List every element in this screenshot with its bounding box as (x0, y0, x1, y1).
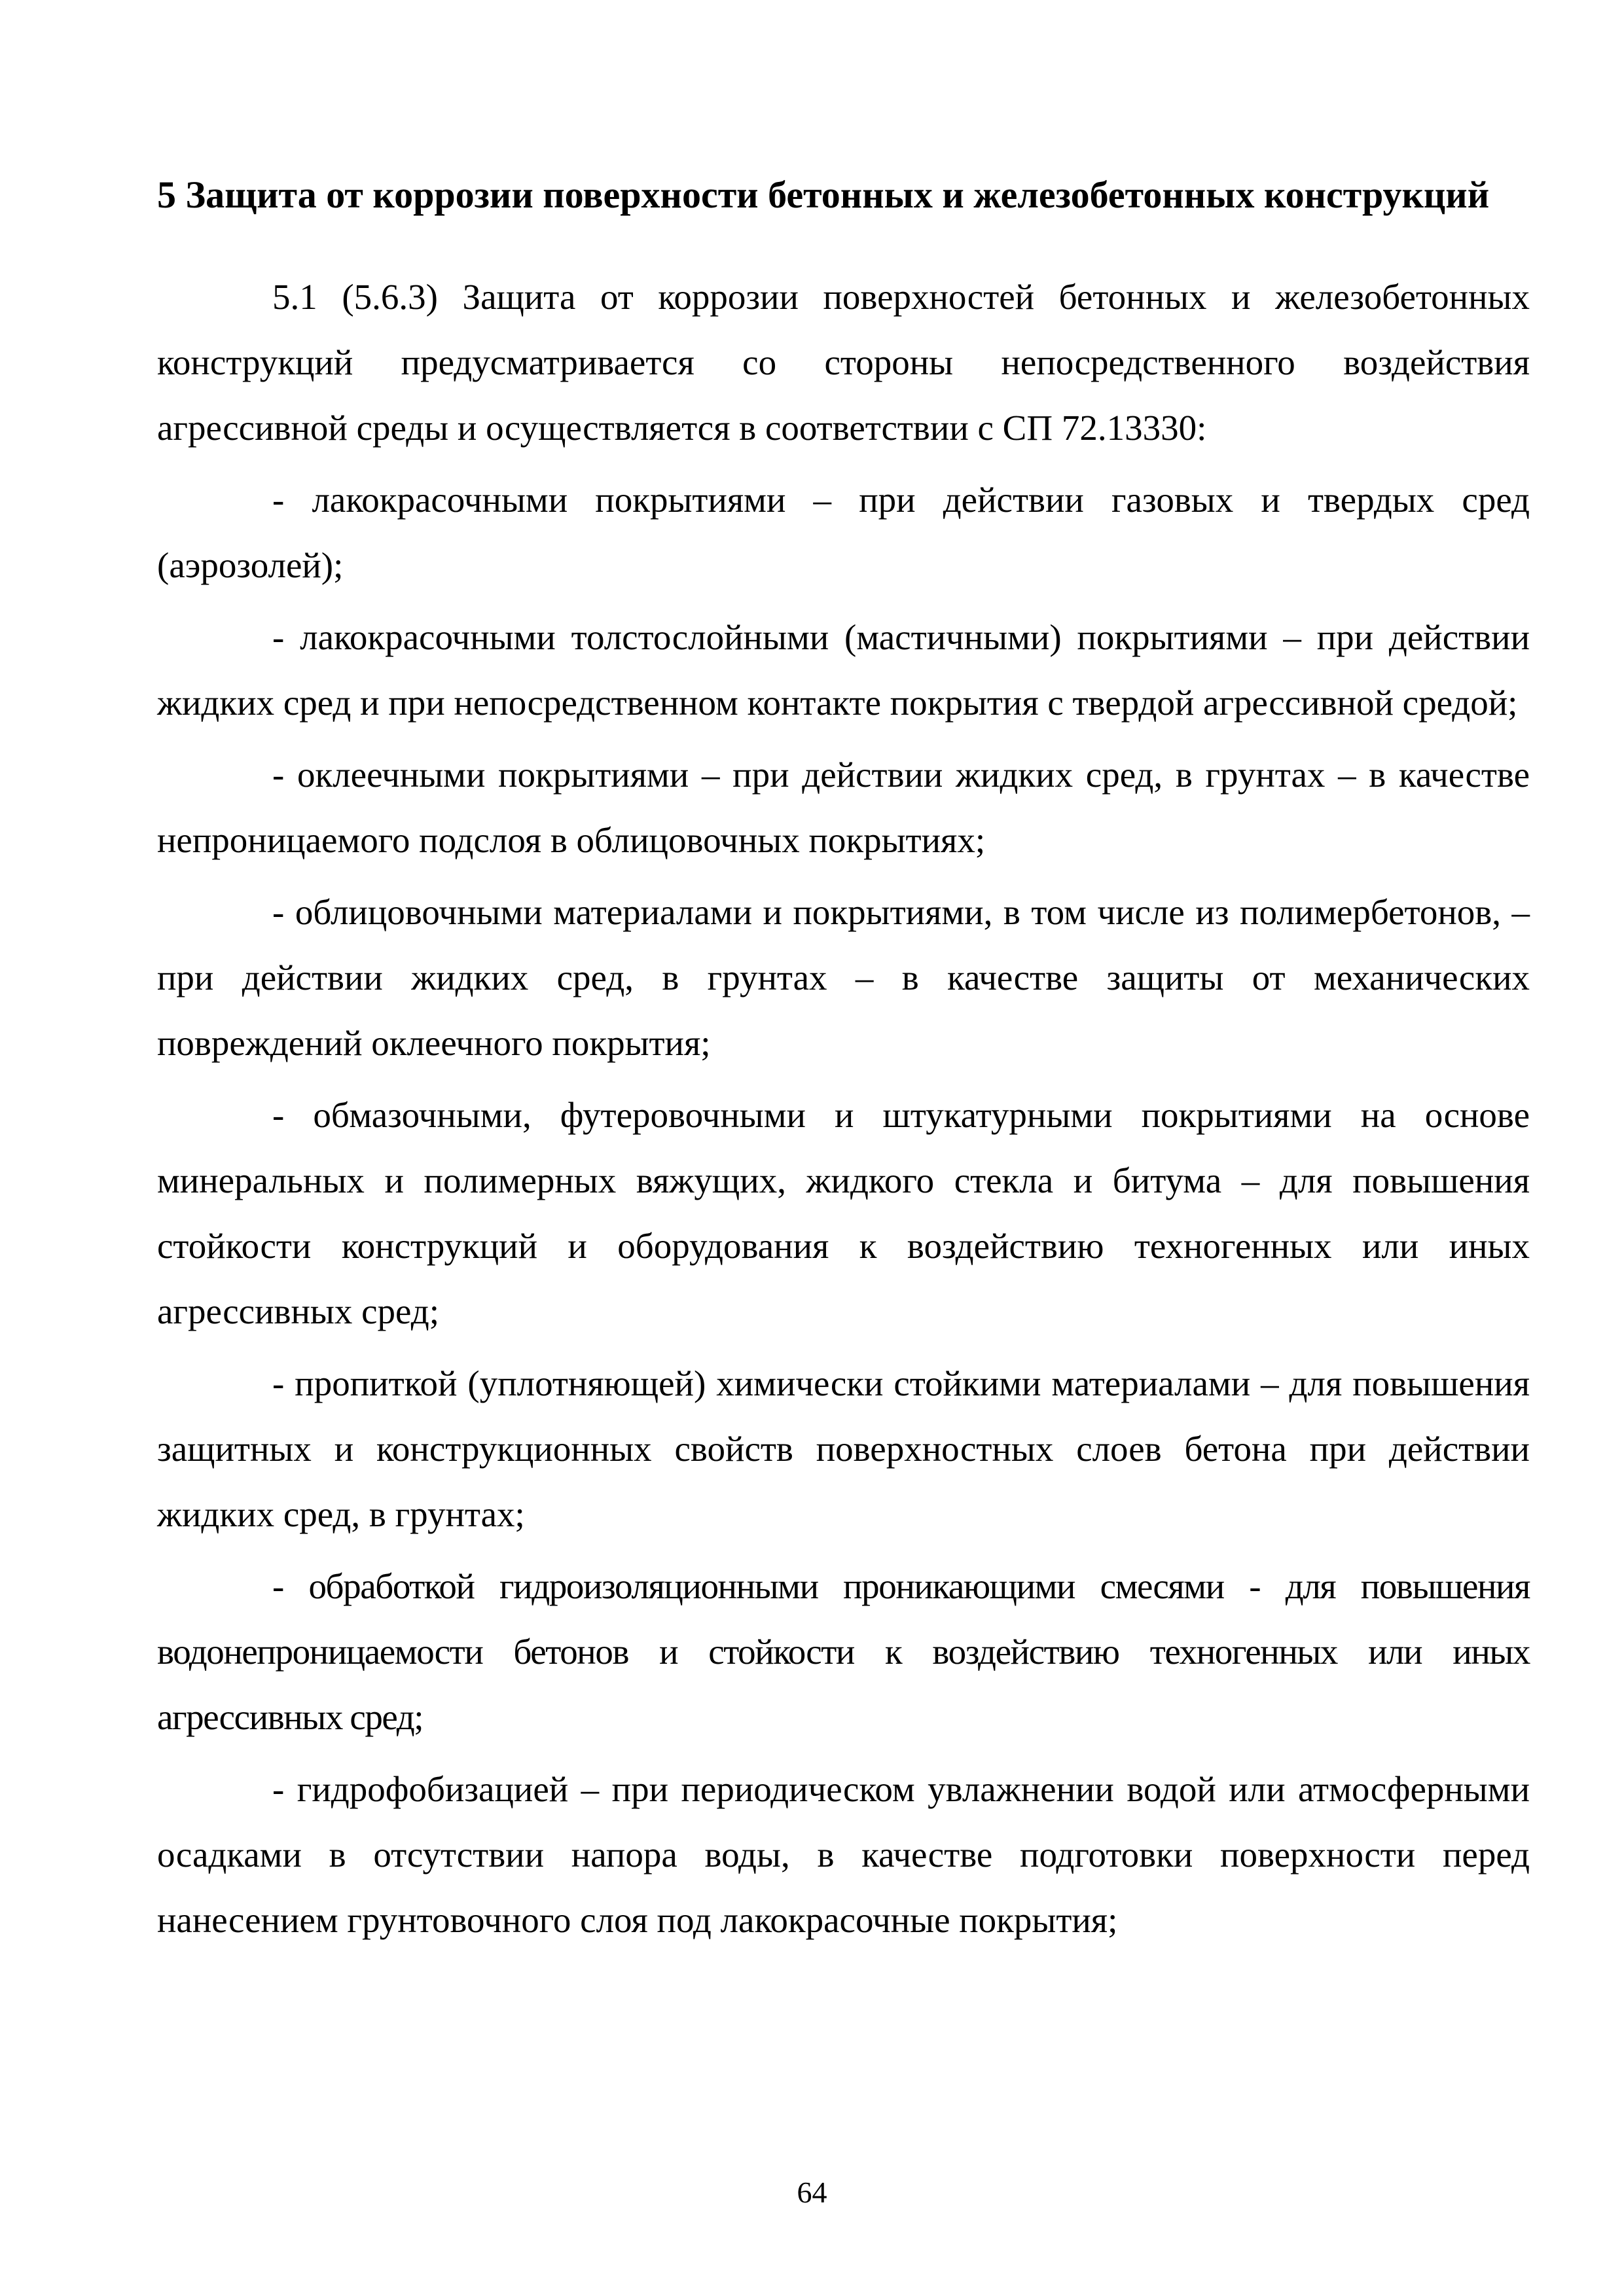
document-page (157, 162, 1530, 1953)
section-heading: 5 Защита от коррозии поверхности бетонных и железобетонных конструкций (157, 173, 1490, 216)
list-item: - облицовочными материалами и покрытиями, в том числе из полимербетонов, – при действии жидких сред, в грунтах – в качестве защиты от механических повреждений оклеечного покрытия; (157, 892, 1530, 1063)
list-item: - оклеечными покрытиями – при действии жидких сред, в грунтах – в качестве непроницаемого подслоя в облицовочных покрытиях; (157, 755, 1530, 860)
list-item: - обмазочными, футеровочными и штукатурными покрытиями на основе минеральных и полимерных вяжущих, жидкого стекла и битума – для повышения стойкости конструкций и оборудования к воздействию техногенных или иных агрессивных сред; (157, 1095, 1530, 1331)
list-item: - пропиткой (уплотняющей) химически стойкими материалами – для повышения защитных и конструкционных свойств поверхностных слоев бетона при действии жидких сред, в грунтах; (157, 1363, 1530, 1534)
list-item: - лакокрасочными толстослойными (мастичными) покрытиями – при действии жидких сред и при непосредственном контакте покрытия с твердой агрессивной средой; (157, 617, 1530, 723)
list-item: - гидрофобизацией – при периодическом увлажнении водой или атмосферными осадками в отсутствии напора воды, в качестве подготовки поверхности перед нанесением грунтовочного слоя под лакокрасочные покрытия; (157, 1769, 1530, 1940)
intro-paragraph: 5.1 (5.6.3) Защита от коррозии поверхностей бетонных и железобетонных конструкций предусматривается со стороны непосредственного воздействия агрессивной среды и осуществляется в соответствии с СП 72.13330: (157, 277, 1530, 448)
list-item: - лакокрасочными покрытиями – при действии газовых и твердых сред (аэрозолей); (157, 480, 1530, 585)
page-number: 64 (797, 2176, 827, 2209)
list-item: - обработкой гидроизоляционными проникающими смесями - для повышения водонепроницаемости бетонов и стойкости к воздействию техногенных или иных агрессивных сред; (157, 1566, 1530, 1737)
